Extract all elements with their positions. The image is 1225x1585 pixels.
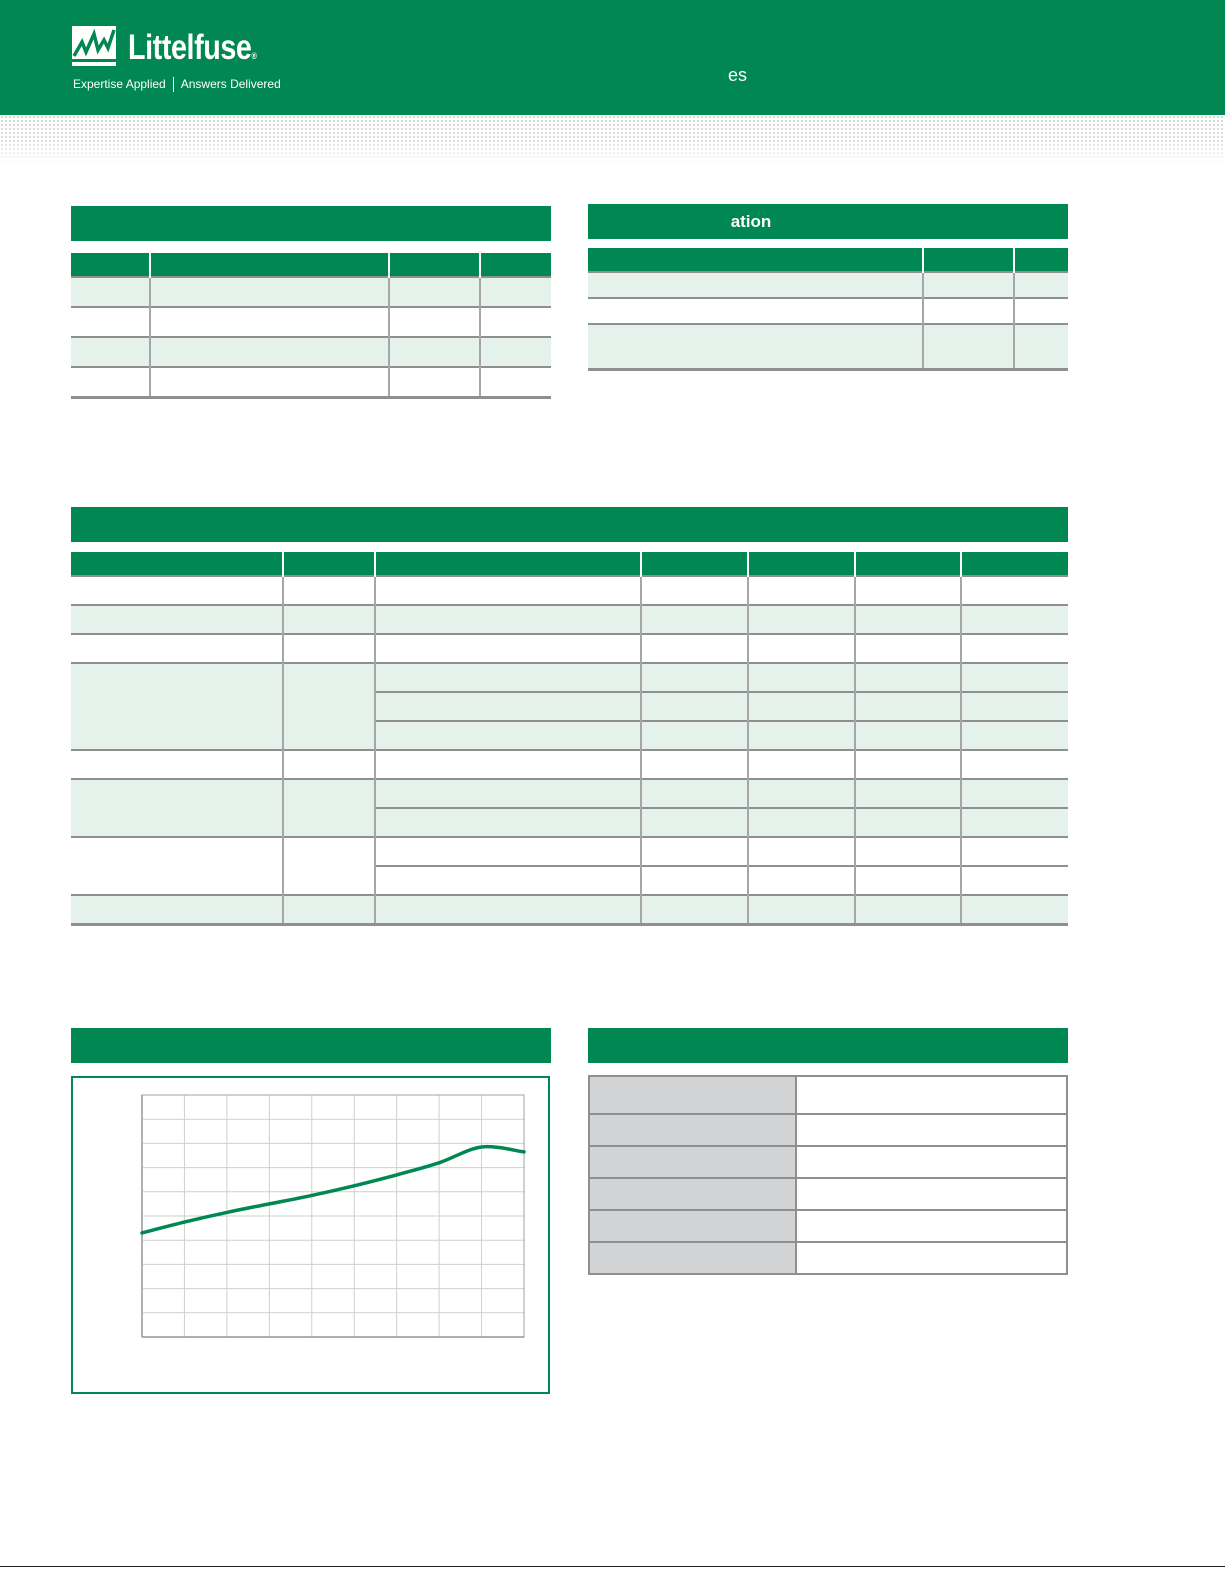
material-label-cell — [589, 1210, 796, 1242]
section-bar-materials — [588, 1028, 1068, 1063]
material-label-cell — [589, 1114, 796, 1146]
line-chart — [73, 1078, 548, 1392]
table-row — [588, 272, 1068, 298]
table-row — [71, 576, 1068, 605]
table-row — [588, 298, 1068, 324]
table-row — [71, 750, 1068, 779]
material-value-cell — [796, 1210, 1067, 1242]
material-row — [589, 1146, 1067, 1178]
material-value-cell — [796, 1076, 1067, 1114]
tagline-left: Expertise Applied — [73, 77, 166, 91]
table-row — [71, 634, 1068, 663]
header-title: es — [728, 65, 748, 85]
materials-table — [588, 1075, 1068, 1275]
page-bottom-rule — [0, 1566, 1225, 1567]
material-label-cell — [589, 1178, 796, 1210]
material-label-cell — [589, 1076, 796, 1114]
table-top-left — [71, 253, 551, 399]
brand-name: Littelfuse® — [128, 28, 257, 67]
section-bar-top-left — [71, 206, 551, 241]
material-row — [589, 1178, 1067, 1210]
series-line — [142, 1147, 524, 1233]
material-value-cell — [796, 1242, 1067, 1274]
tagline-right: Answers Delivered — [180, 77, 281, 91]
table-row — [588, 324, 1068, 369]
table-row — [71, 307, 551, 337]
material-row — [589, 1114, 1067, 1146]
material-row — [589, 1242, 1067, 1274]
table-header-row — [588, 248, 1068, 272]
material-value-cell — [796, 1114, 1067, 1146]
table-header-row — [71, 253, 551, 277]
table-row — [71, 337, 551, 367]
material-label-cell — [589, 1242, 796, 1274]
littelfuse-logo-icon — [72, 26, 116, 66]
table-top-right — [588, 248, 1068, 371]
material-row — [589, 1210, 1067, 1242]
table-electrical — [71, 552, 1068, 926]
table-row — [71, 779, 1068, 808]
section-bar-top-right: ation — [588, 204, 1068, 239]
table-row — [71, 663, 1068, 692]
table-row — [71, 605, 1068, 634]
material-value-cell — [796, 1146, 1067, 1178]
dot-pattern-fade — [0, 115, 1225, 165]
tagline — [73, 76, 281, 92]
section-bar-electrical — [71, 507, 1068, 542]
page-header — [0, 0, 1225, 115]
table-row — [71, 837, 1068, 866]
table-row — [71, 367, 551, 397]
table-row — [71, 895, 1068, 924]
table-header-row — [71, 552, 1068, 576]
section-bar-chart — [71, 1028, 551, 1063]
chart-panel — [71, 1076, 550, 1394]
material-value-cell — [796, 1178, 1067, 1210]
table-row — [71, 277, 551, 307]
tagline-divider — [173, 77, 174, 92]
material-label-cell — [589, 1146, 796, 1178]
material-row — [589, 1076, 1067, 1114]
